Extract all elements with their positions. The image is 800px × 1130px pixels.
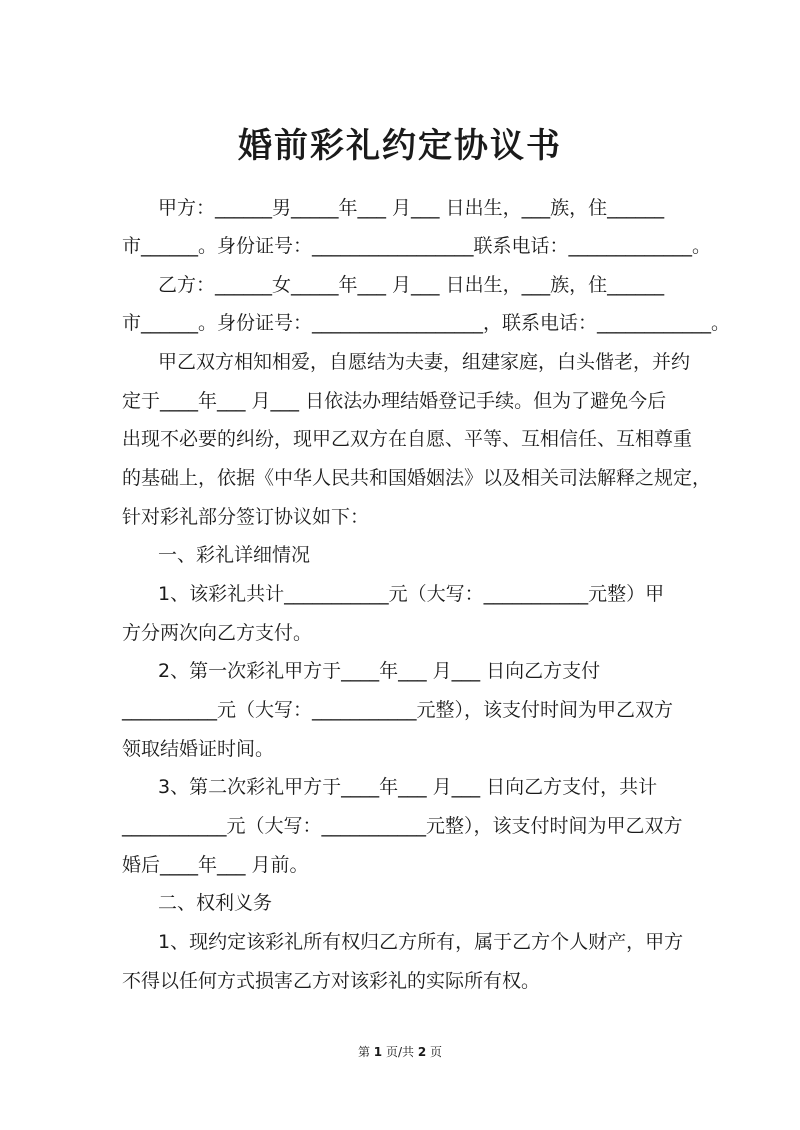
clause-2-1-line-2: 不得以任何方式损害乙方对该彩礼的实际所有权。 xyxy=(122,970,541,992)
preamble-line-4: 的基础上，依据《中华人民共和国婚姻法》以及相关司法解释之规定， xyxy=(122,467,712,489)
clause-1-2-line-2: __________元（大写：___________元整），该支付时间为甲乙双方 xyxy=(122,699,674,721)
footer-suffix: 页 xyxy=(430,1045,443,1059)
footer-page-number: 1 xyxy=(373,1045,383,1059)
footer-prefix: 第 xyxy=(357,1045,370,1059)
clause-2-1-line-1: 1、现约定该彩礼所有权归乙方所有，属于乙方个人财产，甲方 xyxy=(158,931,684,953)
clause-1-2-line-1: 2、第一次彩礼甲方于____年___ 月___ 日向乙方支付 xyxy=(158,660,601,682)
document-title: 婚前彩礼约定协议书 xyxy=(238,126,562,166)
clause-1-3-line-1: 3、第二次彩礼甲方于____年___ 月___ 日向乙方支付，共计 xyxy=(158,776,658,798)
party-a-line-1: 甲方：______男_____年___ 月___ 日出生，___族，住______ xyxy=(158,197,665,219)
page-footer xyxy=(0,1043,800,1060)
clause-1-2-line-3: 领取结婚证时间。 xyxy=(122,738,275,760)
party-a-line-2: 市______。身份证号：_________________联系电话：_____________。 xyxy=(122,235,712,257)
clause-1-3-line-3: 婚后____年___ 月前。 xyxy=(122,854,309,876)
party-b-line-2: 市______。身份证号：__________________，联系电话：____________。 xyxy=(122,312,731,334)
clause-1-1-line-1: 1、该彩礼共计___________元（大写：___________元整）甲 xyxy=(158,583,665,605)
preamble-line-5: 针对彩礼部分签订协议如下： xyxy=(122,506,370,528)
preamble-line-1: 甲乙双方相知相爱，自愿结为夫妻，组建家庭，白头偕老，并约 xyxy=(158,351,691,373)
section-heading-2: 二、权利义务 xyxy=(158,892,273,914)
preamble-line-3: 出现不必要的纠纷，现甲乙双方在自愿、平等、互相信任、互相尊重 xyxy=(122,428,693,450)
preamble-line-2: 定于____年___ 月___ 日依法办理结婚登记手续。但为了避免今后 xyxy=(122,390,667,412)
footer-middle: 页/共 xyxy=(385,1045,415,1059)
footer-total-pages: 2 xyxy=(417,1045,427,1059)
party-b-line-1: 乙方：______女_____年___ 月___ 日出生，___族，住______ xyxy=(158,274,665,296)
section-heading-1: 一、彩礼详细情况 xyxy=(158,544,311,566)
clause-1-1-line-2: 方分两次向乙方支付。 xyxy=(122,622,313,644)
clause-1-3-line-2: ___________元（大写：___________元整），该支付时间为甲乙双方 xyxy=(122,815,683,837)
